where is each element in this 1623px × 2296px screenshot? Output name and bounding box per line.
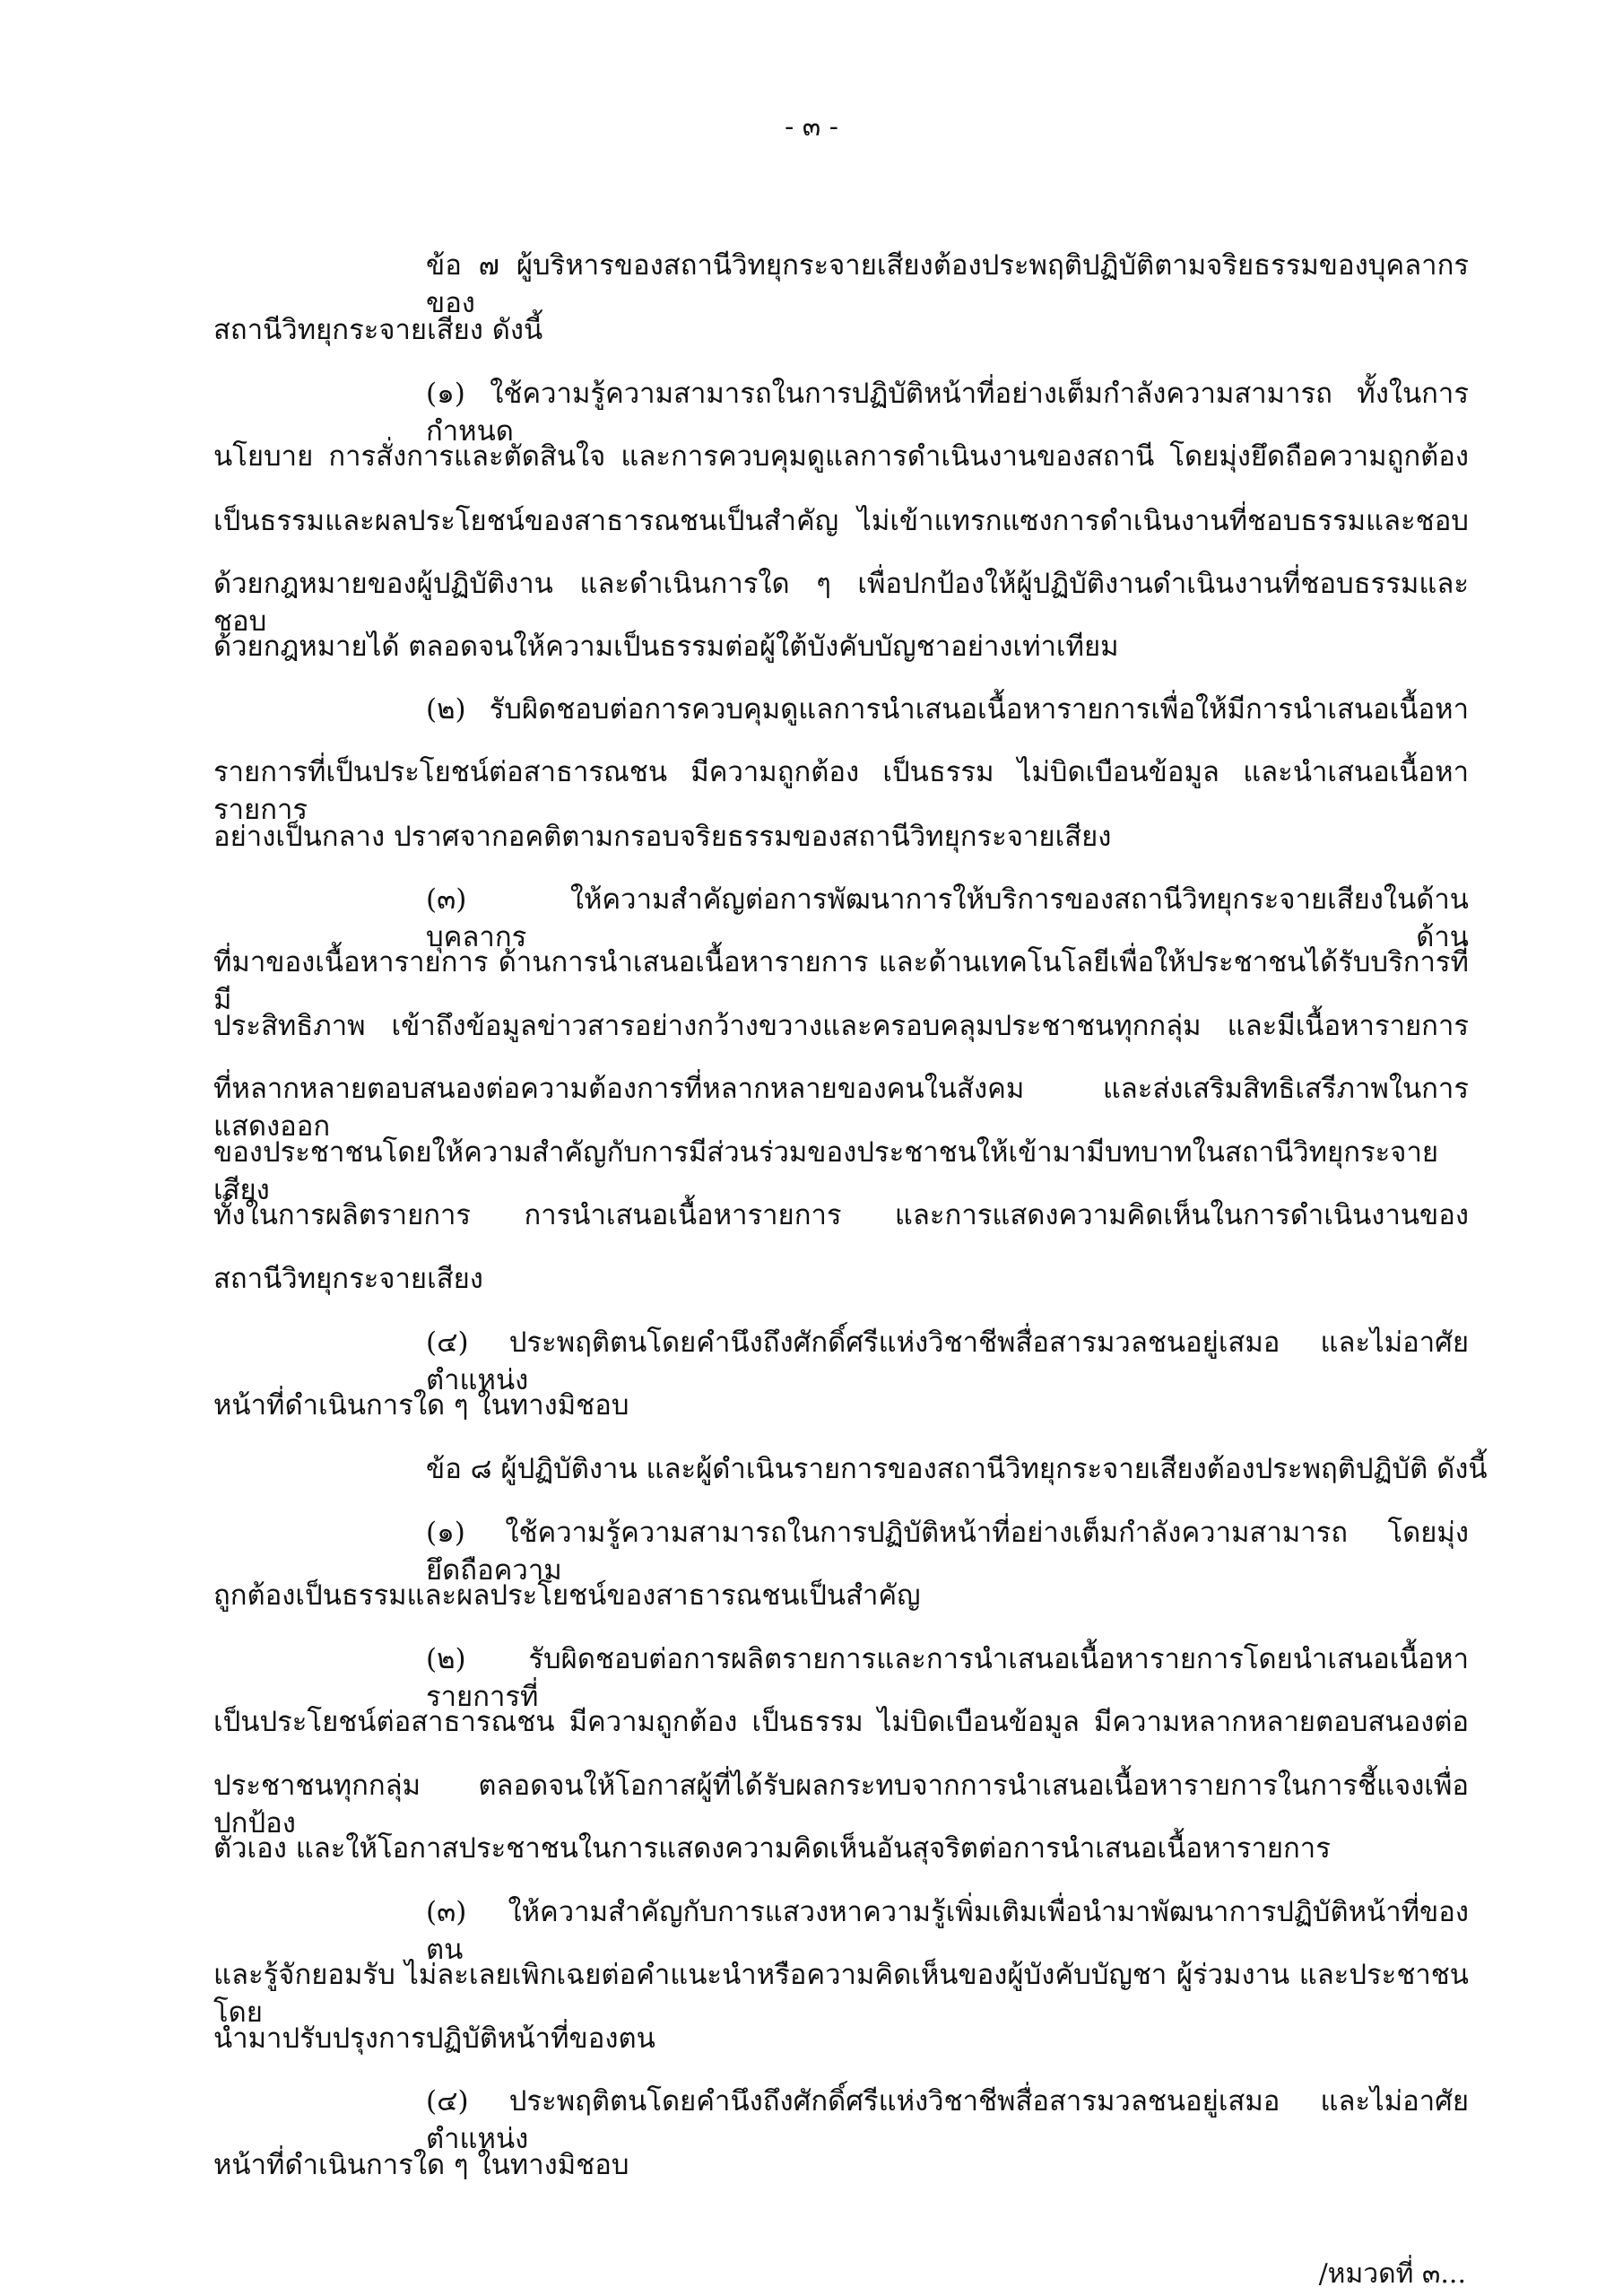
- clause8-line-1: ข้อ ๘ ผู้ปฏิบัติงาน และผู้ดำเนินรายการของสถานีวิทยุกระจายเสียงต้องประพฤติปฏิบัติ ดังนี้: [426, 1453, 1488, 1485]
- clause8-2-line-3: ประชาชนทุกกลุ่ม ตลอดจนให้โอกาสผู้ที่ได้รับผลกระทบจากการนำเสนอเนื้อหารายการในการชี้แจงเพื่อปกป้อง: [213, 1770, 1469, 1839]
- clause8-2-line-2: เป็นประโยชน์ต่อสาธารณชน มีความถูกต้อง เป็นธรรม ไม่บิดเบือนข้อมูล มีความหลากหลายตอบสนองต่อ: [213, 1706, 1469, 1738]
- clause7-1-line-2: นโยบาย การสั่งการและตัดสินใจ และการควบคุมดูแลการดำเนินงานของสถานี โดยมุ่งยึดถือความถูกต้อง: [213, 440, 1469, 473]
- clause7-2-line-3: อย่างเป็นกลาง ปราศจากอคติตามกรอบจริยธรรมของสถานีวิทยุกระจายเสียง: [213, 821, 1112, 853]
- clause8-4-line-1: (๔) ประพฤติตนโดยคำนึงถึงศักดิ์ศรีแห่งวิชาชีพสื่อสารมวลชนอยู่เสมอ และไม่อาศัยตำแหน่ง: [426, 2085, 1469, 2155]
- clause7-3-line-4: ที่หลากหลายตอบสนองต่อความต้องการที่หลากหลายของคนในสังคม และส่งเสริมสิทธิเสรีภาพในการแสดงออก: [213, 1073, 1469, 1143]
- clause7-line-1: ข้อ ๗ ผู้บริหารของสถานีวิทยุกระจายเสียงต้องประพฤติปฏิบัติตามจริยธรรมของบุคลากรของ: [426, 249, 1469, 319]
- clause7-3-line-3: ประสิทธิภาพ เข้าถึงข้อมูลข่าวสารอย่างกว้างขวางและครอบคลุมประชาชนทุกกลุ่ม และมีเนื้อหารายการ: [213, 1010, 1469, 1042]
- clause8-1-line-2: ถูกต้องเป็นธรรมและผลประโยชน์ของสาธารณชนเป็นสำคัญ: [213, 1579, 921, 1612]
- clause7-1-line-5: ด้วยกฎหมายได้ ตลอดจนให้ความเป็นธรรมต่อผู้ใต้บังคับบัญชาอย่างเท่าเทียม: [213, 631, 1119, 663]
- clause7-1-line-1: (๑) ใช้ความรู้ความสามารถในการปฏิบัติหน้าที่อย่างเต็มกำลังความสามารถ ทั้งในการกำหนด: [426, 378, 1469, 448]
- clause8-3-line-1: (๓) ให้ความสำคัญกับการแสวงหาความรู้เพิ่มเติมเพื่อนำมาพัฒนาการปฏิบัติหน้าที่ของตน: [426, 1896, 1469, 1966]
- page-number: - ๓ -: [785, 111, 838, 143]
- clause7-2-line-1: (๒) รับผิดชอบต่อการควบคุมดูแลการนำเสนอเนื้อหารายการเพื่อให้มีการนำเสนอเนื้อหา: [426, 693, 1469, 726]
- clause7-3-line-6: ทั้งในการผลิตรายการ การนำเสนอเนื้อหารายการ และการแสดงความคิดเห็นในการดำเนินงานของ: [213, 1199, 1469, 1231]
- clause7-2-line-2: รายการที่เป็นประโยชน์ต่อสาธารณชน มีความถูกต้อง เป็นธรรม ไม่บิดเบือนข้อมูล และนำเสนอเนื้อหารายการ: [213, 756, 1469, 826]
- clause8-1-line-1: (๑) ใช้ความรู้ความสามารถในการปฏิบัติหน้าที่อย่างเต็มกำลังความสามารถ โดยมุ่งยึดถือความ: [426, 1517, 1469, 1587]
- clause7-line-2: สถานีวิทยุกระจายเสียง ดังนี้: [213, 314, 543, 346]
- clause8-2-line-4: ตัวเอง และให้โอกาสประชาชนในการแสดงความคิดเห็นอันสุจริตต่อการนำเสนอเนื้อหารายการ: [213, 1832, 1331, 1865]
- clause8-3-line-3: นำมาปรับปรุงการปฏิบัติหน้าที่ของตน: [213, 2022, 655, 2055]
- clause7-1-line-4: ด้วยกฎหมายของผู้ปฏิบัติงาน และดำเนินการใด ๆ เพื่อปกป้องให้ผู้ปฏิบัติงานดำเนินงานที่ชอบธรรมและชอบ: [213, 568, 1469, 638]
- clause7-4-line-2: หน้าที่ดำเนินการใด ๆ ในทางมิชอบ: [213, 1389, 629, 1422]
- clause8-2-line-1: (๒) รับผิดชอบต่อการผลิตรายการและการนำเสนอเนื้อหารายการโดยนำเสนอเนื้อหารายการที่: [426, 1643, 1469, 1713]
- clause8-3-line-2: และรู้จักยอมรับ ไม่ละเลยเพิกเฉยต่อคำแนะนำหรือความคิดเห็นของผู้บังคับบัญชา ผู้ร่วมงาน และประชาชนโดย: [213, 1959, 1469, 2029]
- clause7-3-line-1: (๓) ให้ความสำคัญต่อการพัฒนาการให้บริการของสถานีวิทยุกระจายเสียงในด้านบุคลากร ด้าน: [426, 883, 1469, 953]
- clause7-3-line-7: สถานีวิทยุกระจายเสียง: [213, 1263, 483, 1295]
- clause7-3-line-5: ของประชาชนโดยให้ความสำคัญกับการมีส่วนร่วมของประชาชนให้เข้ามามีบทบาทในสถานีวิทยุกระจายเสียง: [213, 1136, 1439, 1206]
- clause7-1-line-3: เป็นธรรมและผลประโยชน์ของสาธารณชนเป็นสำคัญ ไม่เข้าแทรกแซงการดำเนินงานที่ชอบธรรมและชอบ: [213, 505, 1469, 537]
- continuation-reference: /หมวดที่ ๓...: [1318, 2258, 1466, 2290]
- clause8-4-line-2: หน้าที่ดำเนินการใด ๆ ในทางมิชอบ: [213, 2149, 629, 2181]
- clause7-3-line-2: ที่มาของเนื้อหารายการ ด้านการนำเสนอเนื้อหารายการ และด้านเทคโนโลยีเพื่อให้ประชาชนได้รับบริการที่มี: [213, 946, 1469, 1016]
- clause7-4-line-1: (๔) ประพฤติตนโดยคำนึงถึงศักดิ์ศรีแห่งวิชาชีพสื่อสารมวลชนอยู่เสมอ และไม่อาศัยตำแหน่ง: [426, 1326, 1469, 1396]
